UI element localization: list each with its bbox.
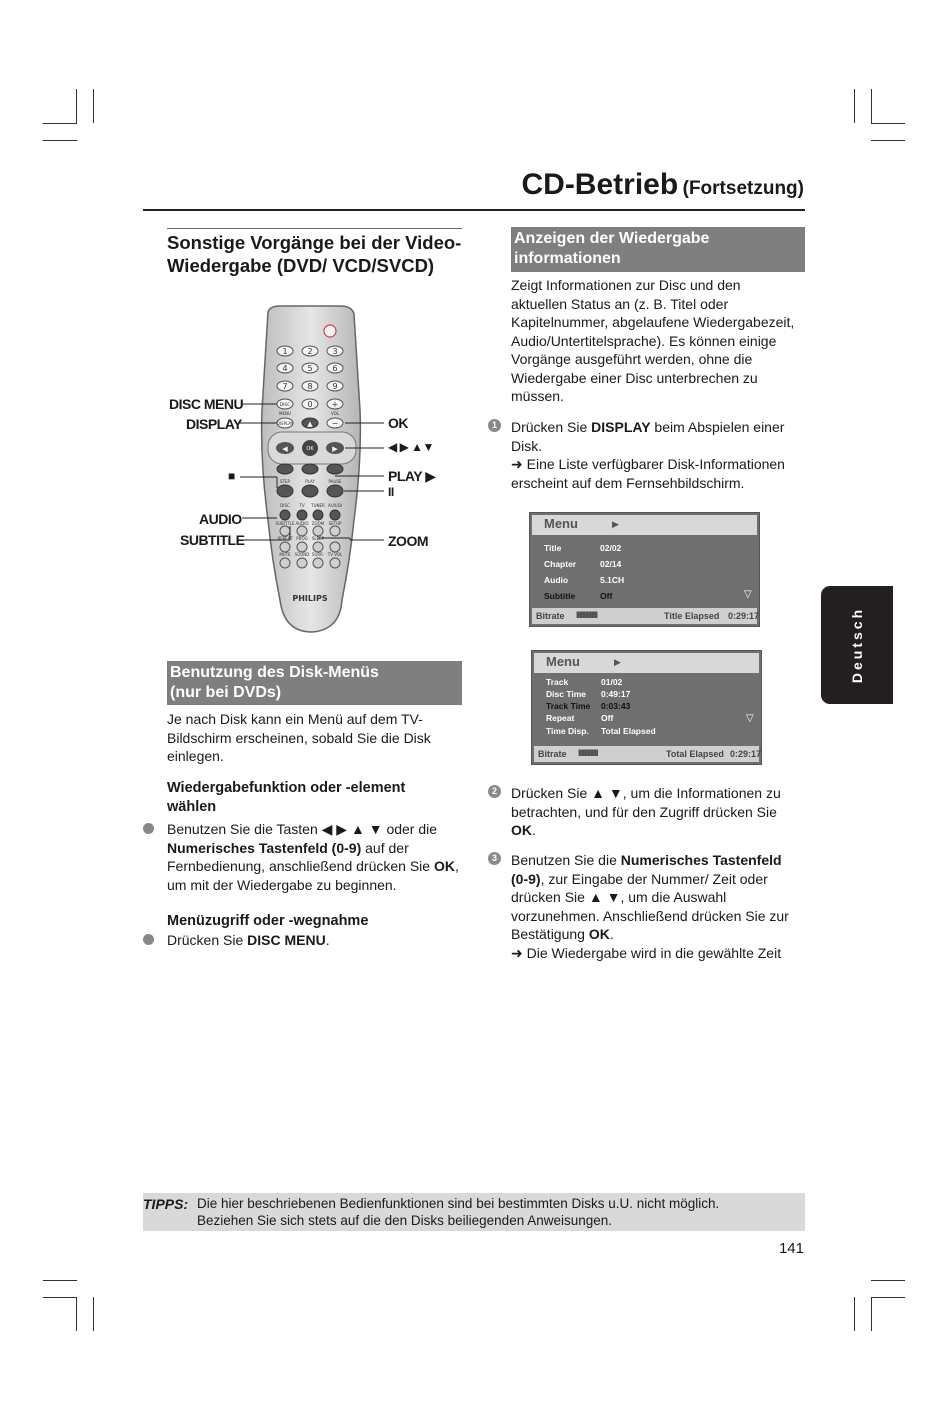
key-0: 0 xyxy=(307,400,313,409)
remote-label-subtitle: SUBTITLE xyxy=(180,532,245,548)
key-7: 7 xyxy=(282,382,288,391)
bullet-menu-access xyxy=(167,931,330,950)
text-run-bold: Numerisches Tastenfeld xyxy=(620,852,782,868)
key-plus: + xyxy=(331,400,339,409)
text-run: Fernbedienung, anschließend drücken Sie xyxy=(167,858,434,874)
text-run: auf der xyxy=(361,839,409,856)
arrow-keys-glyph: ▲ ▼ xyxy=(591,785,623,801)
remote-label-stop: ■ xyxy=(228,469,235,483)
intro-line: Audio/Untertitelsprache). Es können einige xyxy=(511,332,777,349)
disk-menu-banner xyxy=(167,661,462,705)
small-label-audio: AUDIO xyxy=(295,521,309,526)
osd-row-label: Chapter xyxy=(544,559,577,569)
osd-row-value: Total Elapsed xyxy=(601,726,656,736)
small-label-surr: SURR. xyxy=(311,552,325,557)
text-run-bold: (0-9) xyxy=(511,870,541,887)
bullet-icon xyxy=(143,934,154,945)
osd-menu-bar xyxy=(534,653,759,673)
osd-row-label-selected: Track Time xyxy=(546,701,591,711)
sub-heading-select-function xyxy=(167,779,462,816)
tips-line-2: Beziehen Sie sich stets auf die den Disks beiliegenden Anweisungen. xyxy=(197,1213,613,1228)
osd-bitrate-bars: IIIIIIIIIIIII xyxy=(578,748,598,758)
small-label-repeat: REPEAT xyxy=(277,536,293,541)
text-run: betrachten, und für den Zugriff drücken Sie xyxy=(511,803,777,820)
osd-screen-track-info xyxy=(531,650,762,765)
key-5: 5 xyxy=(307,364,313,373)
tips-box xyxy=(143,1193,805,1231)
section-title-line-1: Sonstige Vorgänge bei der Video- xyxy=(167,232,462,253)
key-minus: − xyxy=(331,419,339,428)
sub-heading-line: Wiedergabefunktion oder -element xyxy=(167,780,406,796)
step-number-3: 3 xyxy=(488,852,501,865)
osd-bitrate-bars: IIIIIIIIIIIIII xyxy=(576,610,598,620)
language-tab-label: Deutsch xyxy=(849,606,865,684)
text-run: , zur Eingabe der Nummer/ Zeit oder xyxy=(540,870,768,887)
intro-line: Wiedergabe einer Disc unterbrechen zu xyxy=(511,369,758,386)
small-label-step: STEP xyxy=(280,479,290,484)
text-run: , um die Informationen zu xyxy=(622,785,781,801)
text-run: drücken Sie xyxy=(511,889,589,905)
section-title-line-2: Wiedergabe (DVD/ VCD/SVCD) xyxy=(167,255,435,276)
small-label-menu: MENU xyxy=(279,411,291,416)
text-run: erscheint auf dem Fernsehbildschirm. xyxy=(511,474,745,491)
key-3: 3 xyxy=(332,347,338,356)
osd-row-value-selected: Off xyxy=(600,591,613,601)
tips-line-1: Die hier beschriebenen Bedienfunktionen sind bei bestimmten Disks u.U. nicht möglich. xyxy=(197,1196,720,1211)
small-label-play: PLAY xyxy=(305,479,315,484)
key-6: 6 xyxy=(332,364,338,373)
osd-row-label: Audio xyxy=(544,575,569,585)
small-label-tvvol: TV VOL xyxy=(327,552,343,557)
section-title-video-operations xyxy=(167,228,462,277)
osd-row-value: 5.1CH xyxy=(600,575,625,585)
small-label-prog: PROG xyxy=(296,536,308,541)
page-title xyxy=(521,168,804,202)
osd-row-label: Disc Time xyxy=(546,689,587,699)
osd-row-label: Title xyxy=(544,543,562,553)
osd-row-value: 01/02 xyxy=(601,677,623,687)
page-number: 141 xyxy=(778,1240,804,1257)
osd-menu-arrow-icon: ▶ xyxy=(612,519,619,529)
display-info-banner-line-2: informationen xyxy=(514,250,621,267)
osd-row-value-selected: 0:03:43 xyxy=(601,701,631,711)
text-run: ➜ Die Wiedergabe wird in die gewählte Zeit xyxy=(511,944,782,961)
remote-label-play: PLAY ▶ xyxy=(388,468,436,484)
small-label-setup: SETUP xyxy=(328,521,342,526)
osd-elapsed-label: Title Elapsed xyxy=(664,611,720,621)
osd-screen-title-info xyxy=(529,512,760,627)
small-label-disc: DISC xyxy=(280,503,290,508)
key-8: 8 xyxy=(307,382,313,391)
text-run-bold: DISC MENU xyxy=(247,932,326,948)
svg-text:◀: ◀ xyxy=(282,445,288,453)
disk-menu-intro xyxy=(167,710,462,766)
text-run: oder die xyxy=(382,821,438,837)
page-title-sub: (Fortsetzung) xyxy=(682,178,804,199)
intro-line: aktuellen Status an (z. B. Titel oder xyxy=(511,295,729,312)
osd-menu-label: Menu xyxy=(546,654,580,669)
text-run-bold: Numerisches Tastenfeld (0-9) xyxy=(167,839,362,856)
small-label-zoom: ZOOM xyxy=(311,521,325,526)
text-run: um mit der Wiedergabe zu beginnen. xyxy=(167,876,397,893)
text-run-bold: OK xyxy=(588,926,610,942)
small-label-tv: TV xyxy=(299,503,305,508)
display-info-banner-line-1: Anzeigen der Wiedergabe xyxy=(514,230,710,247)
osd-row-label: Time Disp. xyxy=(546,726,589,736)
text-run: Benutzen Sie die xyxy=(511,852,621,868)
osd-status-bar xyxy=(532,608,760,624)
osd-row-value: 02/14 xyxy=(600,559,622,569)
small-label-tuner: TUNER xyxy=(311,503,325,508)
svg-text:▶: ▶ xyxy=(332,445,338,453)
text-run: Drücken Sie xyxy=(511,419,592,435)
bullet-select-function xyxy=(167,820,467,894)
display-info-banner xyxy=(511,227,805,272)
text-run: beim Abspielen einer xyxy=(650,419,785,435)
disk-menu-banner-line-2: (nur bei DVDs) xyxy=(170,684,282,701)
key-4: 4 xyxy=(282,364,288,373)
sub-heading-line: wählen xyxy=(167,798,217,815)
remote-label-zoom: ZOOM xyxy=(388,533,428,549)
key-up: ▲ xyxy=(307,420,313,428)
intro-line: Bildschirm erscheinen, sobald Sie die Disk xyxy=(167,729,431,746)
text-run-bold: DISPLAY xyxy=(591,419,651,435)
osd-row-value: 02/02 xyxy=(600,543,622,553)
small-label-mute: MUTE xyxy=(279,552,291,557)
text-run: , um die Auswahl xyxy=(620,889,727,905)
page-title-main: CD-Betrieb xyxy=(521,168,679,201)
text-run: Bestätigung xyxy=(511,926,589,942)
remote-label-display: DISPLAY xyxy=(186,416,242,432)
text-run: . xyxy=(325,932,330,948)
text-run-bold: OK xyxy=(433,858,455,874)
remote-label-pause: II xyxy=(388,485,394,499)
text-run: vorzunehmen. Anschließend drücken Sie zur xyxy=(511,907,789,924)
text-run: Drücken Sie xyxy=(511,785,592,801)
osd-row-value: 0:49:17 xyxy=(601,689,631,699)
text-run: Disk. xyxy=(511,437,543,454)
osd-bitrate-label: Bitrate xyxy=(536,611,565,621)
osd-menu-bar xyxy=(532,515,757,535)
remote-label-audio: AUDIO xyxy=(199,511,242,527)
text-run-bold: OK xyxy=(511,822,532,838)
text-run: . xyxy=(609,926,614,942)
osd-elapsed-value: 0:29:17 xyxy=(728,611,760,621)
small-label-vol: VOL xyxy=(330,411,340,416)
small-label-aux: AUX/DI xyxy=(327,503,343,508)
disk-menu-banner-line-1: Benutzung des Disk-Menüs xyxy=(170,664,379,681)
small-label-subtitle: SUBTITLE xyxy=(275,521,295,526)
step-number-1: 1 xyxy=(488,419,501,432)
tips-label: TIPPS: xyxy=(143,1196,189,1212)
step-3 xyxy=(511,851,811,962)
key-2: 2 xyxy=(307,347,313,356)
remote-label-disc-menu: DISC MENU xyxy=(169,396,244,412)
intro-line: Vorgänge ausgeführt werden, ohne die xyxy=(511,351,753,367)
arrow-keys-glyph: ◀ ▶ ▲ ▼ xyxy=(321,821,383,837)
osd-elapsed-value: 0:29:17 xyxy=(730,749,762,759)
text-run: Benutzen Sie die Tasten xyxy=(167,821,322,837)
sub-heading-menu-access: Menüzugriff oder -wegnahme xyxy=(167,913,369,929)
intro-line: Kapitelnummer, abgelaufene Wiedergabezeit, xyxy=(511,314,795,330)
osd-row-label: Track xyxy=(546,677,569,687)
small-label-sound: SOUND xyxy=(294,552,310,557)
step-1 xyxy=(511,418,811,492)
remote-label-arrows: ◀ ▶ ▲▼ xyxy=(388,440,434,454)
key-disc: DISC xyxy=(279,403,291,408)
intro-line: einlegen. xyxy=(167,748,224,764)
display-info-intro xyxy=(511,276,811,406)
language-tab xyxy=(821,586,893,704)
text-run: , xyxy=(454,858,459,874)
text-run: Drücken Sie xyxy=(167,932,248,948)
osd-elapsed-label: Total Elapsed xyxy=(666,749,724,759)
small-label-pause: PAUSE xyxy=(328,479,342,484)
osd-bitrate-label: Bitrate xyxy=(538,749,567,759)
key-ok: OK xyxy=(306,446,314,452)
osd-status-bar xyxy=(534,746,762,762)
osd-row-value: Off xyxy=(601,713,614,723)
osd-down-arrow-icon: ▽ xyxy=(746,713,754,724)
key-display: DISPLAY xyxy=(276,421,294,426)
text-run: ➜ Eine Liste verfügbarer Disk-Informationen xyxy=(511,456,785,472)
osd-menu-label: Menu xyxy=(544,516,578,531)
intro-line: Je nach Disk kann ein Menü auf dem TV- xyxy=(167,711,423,727)
intro-line: Zeigt Informationen zur Disc und den xyxy=(511,277,741,293)
remote-brand: PHILIPS xyxy=(292,594,328,603)
step-2 xyxy=(511,784,811,840)
osd-row-label: Repeat xyxy=(546,713,575,723)
osd-row-label-selected: Subtitle xyxy=(544,591,576,601)
key-1: 1 xyxy=(282,347,288,356)
intro-line: müssen. xyxy=(511,388,564,404)
text-run: . xyxy=(532,822,536,838)
key-9: 9 xyxy=(332,382,338,391)
small-label-sleep: SLEEP xyxy=(311,536,325,541)
osd-down-arrow-icon: ▽ xyxy=(744,589,752,600)
osd-menu-arrow-icon: ▶ xyxy=(614,657,621,667)
arrow-keys-glyph: ▲ ▼ xyxy=(588,889,621,905)
step-number-2: 2 xyxy=(488,785,501,798)
header-rule xyxy=(143,209,805,211)
bullet-icon xyxy=(143,823,154,834)
remote-label-ok: OK xyxy=(388,415,408,431)
